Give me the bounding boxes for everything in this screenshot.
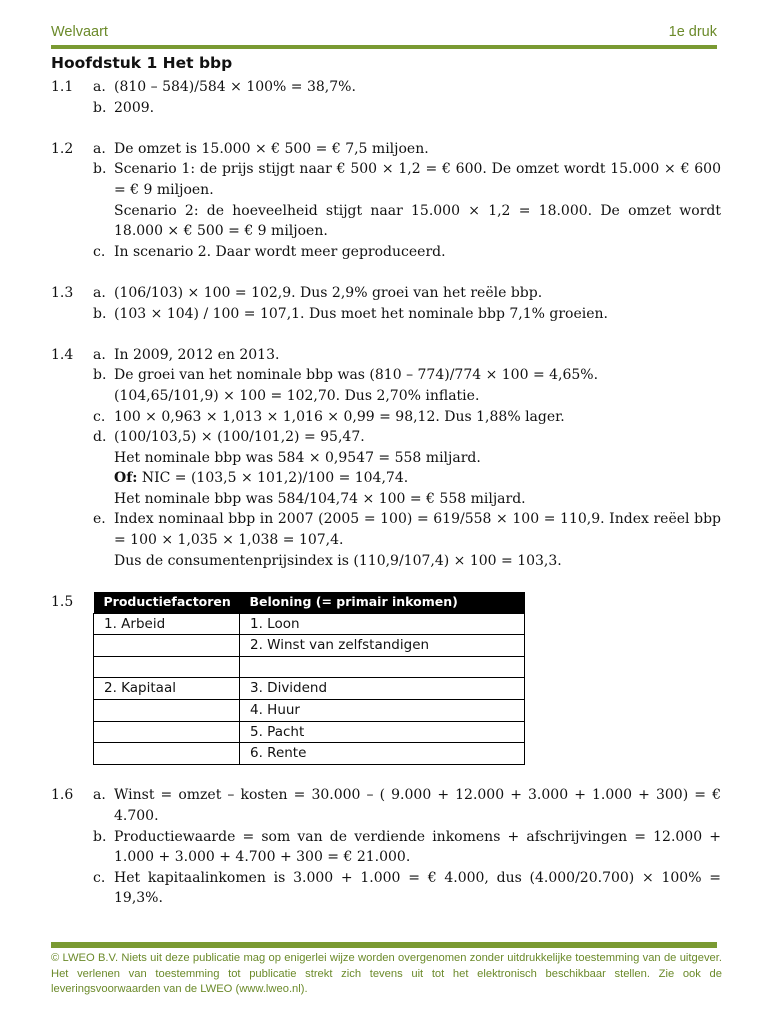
answer-item: c. Het kapitaalinkomen is 3.000 + 1.000 = € 4.000, dus (4.000/20.700) × 100% = 19,3%. [93,869,721,907]
answer-item: a. (810 – 584)/584 × 100% = 38,7%. [93,79,356,95]
question-number: 1.4 [51,346,74,363]
page-header [51,24,717,44]
answer-continuation: (104,65/101,9) × 100 = 102,70. Dus 2,70% inflatie. [114,387,480,404]
answer-continuation: Of: NIC = (103,5 × 101,2)/100 = 104,74. [114,470,409,487]
question-1-4 [51,345,721,572]
answer-continuation: Dus de consumentenprijsindex is (110,9/107,4) × 100 = 103,3. [114,552,562,569]
table-header: Productiefactoren [94,592,240,614]
answers-content [51,77,721,909]
answer-item: a. (106/103) × 100 = 102,9. Dus 2,9% groei van het reële bbp. [93,284,543,301]
header-title: Welvaart [51,24,108,40]
answer-continuation: Scenario 2: de hoeveelheid stijgt naar 15.000 × 1,2 = 18.000. De omzet wordt 18.000 × € 500 = € 9 miljoen. [114,202,721,240]
answer-item: b. De groei van het nominale bbp was (810 – 774)/774 × 100 = 4,65%. [93,367,599,384]
question-1-5 [51,592,721,765]
table-row: 5. Pacht [94,721,525,743]
question-1-1 [51,77,721,118]
answer-item: a. Winst = omzet – kosten = 30.000 – ( 9.000 + 12.000 + 3.000 + 1.000 + 300) = € 4.700. [93,787,721,824]
question-number: 1.1 [51,79,74,95]
answer-item: a. In 2009, 2012 en 2013. [93,346,280,363]
copyright-footer: © LWEO B.V. Niets uit deze publicatie mag op enigerlei wijze worden overgenomen zonder uitdrukkelijke toestemming van de uitgever. Het verlenen van toestemming tot publicatie strekt zich tevens uit tot het elektronisch beschikbaar stellen. Zie ook de leveringsvoorwaarden van de LWEO (www.lweo.nl). [51,952,722,995]
answer-item: b. Productiewaarde = som van de verdiende inkomens + afschrijvingen = 12.000 + 1.000 + 3.000 + 4.700 + 300 = € 21.000. [93,828,721,866]
header-rule [51,45,717,49]
question-number: 1.3 [51,284,74,301]
question-1-2 [51,139,721,263]
answer-item: a. De omzet is 15.000 × € 500 = € 7,5 miljoen. [93,140,429,157]
question-1-3 [51,283,721,324]
answer-continuation: Het nominale bbp was 584/104,74 × 100 = € 558 miljard. [114,490,526,507]
table-row: 2. Winst van zelfstandigen [94,635,525,657]
table-row: 1. Arbeid 1. Loon [94,613,525,635]
question-number: 1.5 [51,593,74,610]
answer-item: b. (103 × 104) / 100 = 107,1. Dus moet het nominale bbp 7,1% groeien. [93,305,608,322]
footer-rule [51,942,717,948]
table-row: 6. Rente [94,743,525,765]
production-factors-table [93,592,525,765]
table-header: Beloning (= primair inkomen) [240,592,525,614]
header-edition: 1e druk [668,24,717,40]
table-row: 2. Kapitaal 3. Dividend [94,678,525,700]
table-row: 4. Huur [94,700,525,722]
chapter-title: Hoofdstuk 1 Het bbp [51,54,233,72]
answer-item: c. 100 × 0,963 × 1,013 × 1,016 × 0,99 = 98,12. Dus 1,88% lager. [93,408,565,425]
answer-item: e. Index nominaal bbp in 2007 (2005 = 100) = 619/558 × 100 = 110,9. Index reëel bbp = 100 × 1,035 × 1,038 = 107,4. [93,511,721,549]
answer-item: c. In scenario 2. Daar wordt meer geproduceerd. [93,243,446,260]
answer-item: b. 2009. [93,99,155,116]
answer-item: d. (100/103,5) × (100/101,2) = 95,47. [93,429,365,446]
table-row [94,657,525,678]
answer-continuation: Het nominale bbp was 584 × 0,9547 = 558 miljard. [114,449,481,466]
question-1-6 [51,785,721,909]
question-number: 1.2 [51,140,74,157]
answer-item: b. Scenario 1: de prijs stijgt naar € 500 × 1,2 = € 600. De omzet wordt 15.000 × € 600 = € 9 miljoen. [93,161,721,198]
question-number: 1.6 [51,787,74,804]
